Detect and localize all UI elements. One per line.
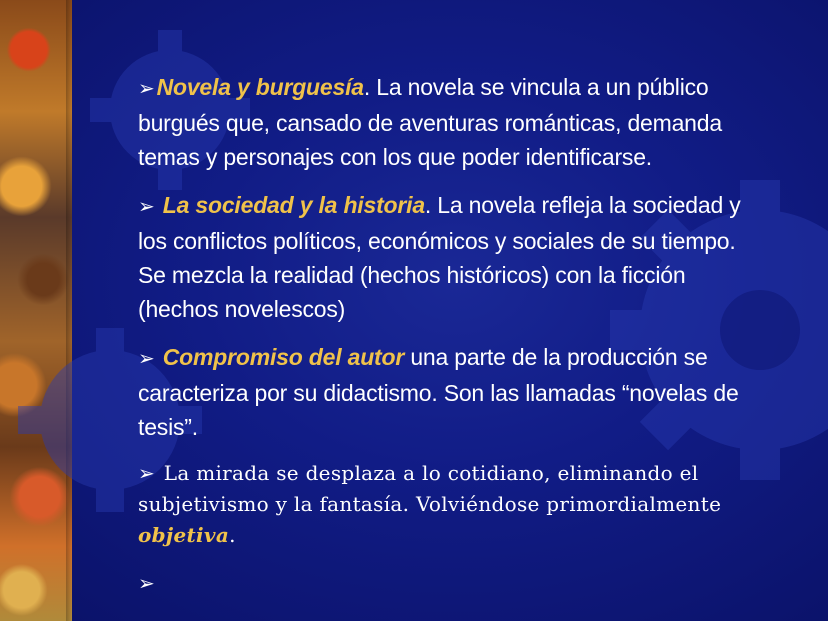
decorative-image-strip: [0, 0, 72, 621]
bullet-arrow-icon: ➢: [138, 348, 155, 370]
bullet-arrow-icon: ➢: [138, 461, 156, 485]
item-highlight: La sociedad y la historia: [162, 192, 425, 218]
item-text: una parte de la producción se caracteriza por su didactismo. Son las llamadas “novelas de tesis”.: [138, 344, 739, 440]
list-item: [138, 458, 758, 551]
bullet-arrow-icon: ➢: [138, 78, 155, 100]
bullet-arrow-icon: ➢: [138, 573, 155, 595]
item-highlight: Compromiso del autor: [162, 344, 405, 370]
bullet-arrow-icon: ➢: [138, 196, 155, 218]
item-text: La mirada se desplaza a lo cotidiano, eliminando el subjetivismo y la fantasía. Volviéndose primordialmente: [138, 461, 722, 516]
item-tail: .: [229, 523, 236, 547]
item-highlight: objetiva: [138, 523, 230, 547]
item-text: . La novela refleja la sociedad y los conflictos políticos, económicos y sociales de su tiempo. Se mezcla la realidad (hechos históricos) con la ficción (hechos novelescos): [138, 192, 741, 322]
list-item-empty: [138, 565, 758, 601]
list-item: [138, 188, 758, 326]
list-item: [138, 340, 758, 444]
item-text: . La novela se vincula a un público burgués que, cansado de aventuras románticas, demanda temas y personajes con los que poder identificarse.: [138, 74, 722, 170]
bullet-list: [138, 70, 758, 615]
item-highlight: Novela y burguesía: [156, 74, 364, 100]
list-item: [138, 70, 758, 174]
